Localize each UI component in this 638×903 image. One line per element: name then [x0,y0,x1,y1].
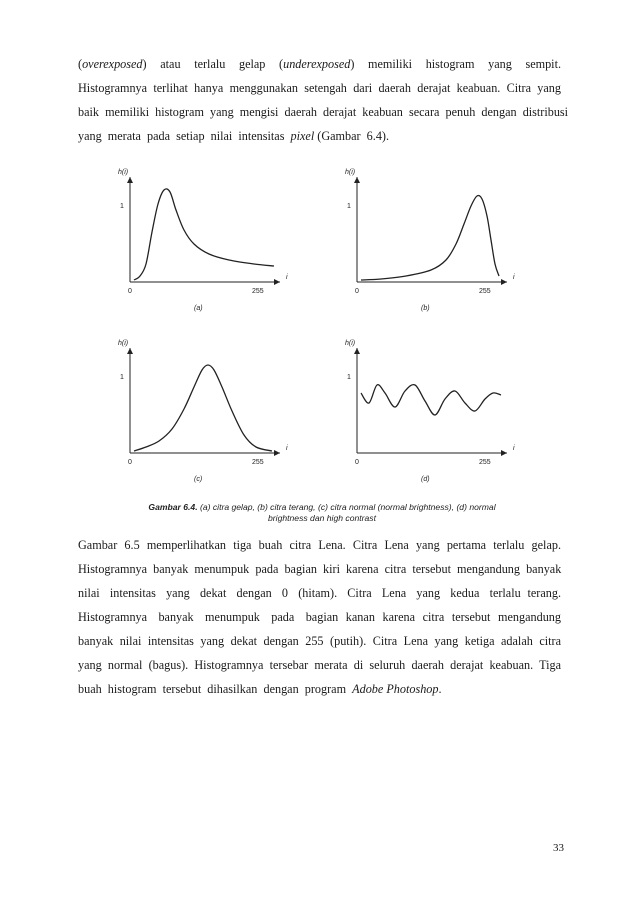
y-tick-label: 1 [347,374,351,381]
x-tick-start: 0 [128,459,132,466]
panel-sub-label: (b) [421,305,430,312]
paragraph2-line [78,677,561,701]
text-run: yang merata pada setiap nilai intensitas [78,129,291,143]
italic-term: overexposed [82,57,143,71]
x-axis-label: i [286,274,288,281]
panel-sub-label: (a) [194,305,203,312]
x-axis-arrow [274,450,280,456]
paragraph2-line [78,581,561,605]
paragraph1-line [78,100,569,124]
x-axis-label: i [513,445,515,452]
y-axis-arrow [354,348,360,354]
text-run: . [438,682,442,696]
y-axis-label: h(i) [345,169,356,176]
paragraph-intro [78,52,569,148]
caption-label: Gambar 6.4. [148,502,198,512]
x-axis-arrow [501,450,507,456]
histogram-curve-b [361,196,499,280]
text-run: nilai intensitas yang dekat dengan 0 (hitam). Citra Lena yang kedua terlalu terang. [78,586,561,600]
y-tick-label: 1 [120,203,124,210]
italic-term: underexposed [283,57,351,71]
x-tick-end: 255 [479,288,491,295]
paragraph2-line [78,533,561,557]
y-axis-arrow [354,177,360,183]
text-run: ) atau terlalu gelap ( [142,57,284,71]
histogram-curve-c [134,365,272,451]
x-tick-end: 255 [479,459,491,466]
x-tick-end: 255 [252,459,264,466]
y-axis-label: h(i) [118,169,129,176]
text-run: ) memiliki histogram yang sempit. [350,57,561,71]
text-run: Histogramnya terlihat hanya menggunakan setengah dari daerah derajat keabuan. Citra yang [78,81,561,95]
text-run: Histogramnya banyak menumpuk pada bagian kiri karena citra tersebut mengandung banyak [78,562,562,576]
y-tick-label: 1 [120,374,124,381]
figure-caption [132,502,512,524]
text-run: banyak nilai intensitas yang dekat dengan 255 (putih). Citra Lena yang ketiga adalah citra [78,634,561,648]
x-axis-label: i [513,274,515,281]
histogram-curve-a [134,189,274,280]
text-run: Gambar 6.5 memperlihatkan tiga buah citra Lena. Citra Lena yang pertama terlalu gelap. [78,538,561,552]
histogram-figure [100,160,540,500]
caption-text-2: brightness dan high contrast [268,513,376,523]
text-run: ( [78,57,83,71]
text-run: Histogramnya banyak menumpuk pada bagian kanan karena citra tersebut mengandung [78,610,561,624]
paragraph2-line [78,605,561,629]
paragraph2-line [78,629,561,653]
x-tick-start: 0 [128,288,132,295]
y-tick-label: 1 [347,203,351,210]
figure-6-4 [100,160,540,530]
x-axis-arrow [501,279,507,285]
paragraph1-line [78,52,561,76]
y-axis-arrow [127,177,133,183]
panel-sub-label: (d) [421,476,430,483]
text-run: baik memiliki histogram yang mengisi daerah derajat keabuan secara penuh dengan distribusi [78,105,569,119]
text-run: (Gambar 6.4). [314,129,390,143]
text-run: buah histogram tersebut dihasilkan dengan program [78,682,353,696]
caption-text-1: (a) citra gelap, (b) citra terang, (c) citra normal (normal brightness), (d) normal [197,502,496,512]
x-axis-arrow [274,279,280,285]
x-tick-end: 255 [252,288,264,295]
x-axis-label: i [286,445,288,452]
text-run: yang normal (bagus). Histogramnya tersebar merata di seluruh daerah derajat keabuan. Tiga [78,658,561,672]
page-number: 33 [553,842,564,854]
panel-sub-label: (c) [194,476,203,483]
paragraph-lena [78,533,561,701]
y-axis-label: h(i) [118,340,129,347]
x-tick-start: 0 [355,459,359,466]
paragraph1-line [78,76,561,100]
italic-term: pixel [290,129,315,143]
paragraph1-line [78,124,561,148]
histogram-curve-d [361,385,501,415]
y-axis-arrow [127,348,133,354]
x-tick-start: 0 [355,288,359,295]
paragraph2-line [78,653,561,677]
paragraph2-line [78,557,561,581]
y-axis-label: h(i) [345,340,356,347]
italic-term: Adobe Photoshop [352,682,439,696]
